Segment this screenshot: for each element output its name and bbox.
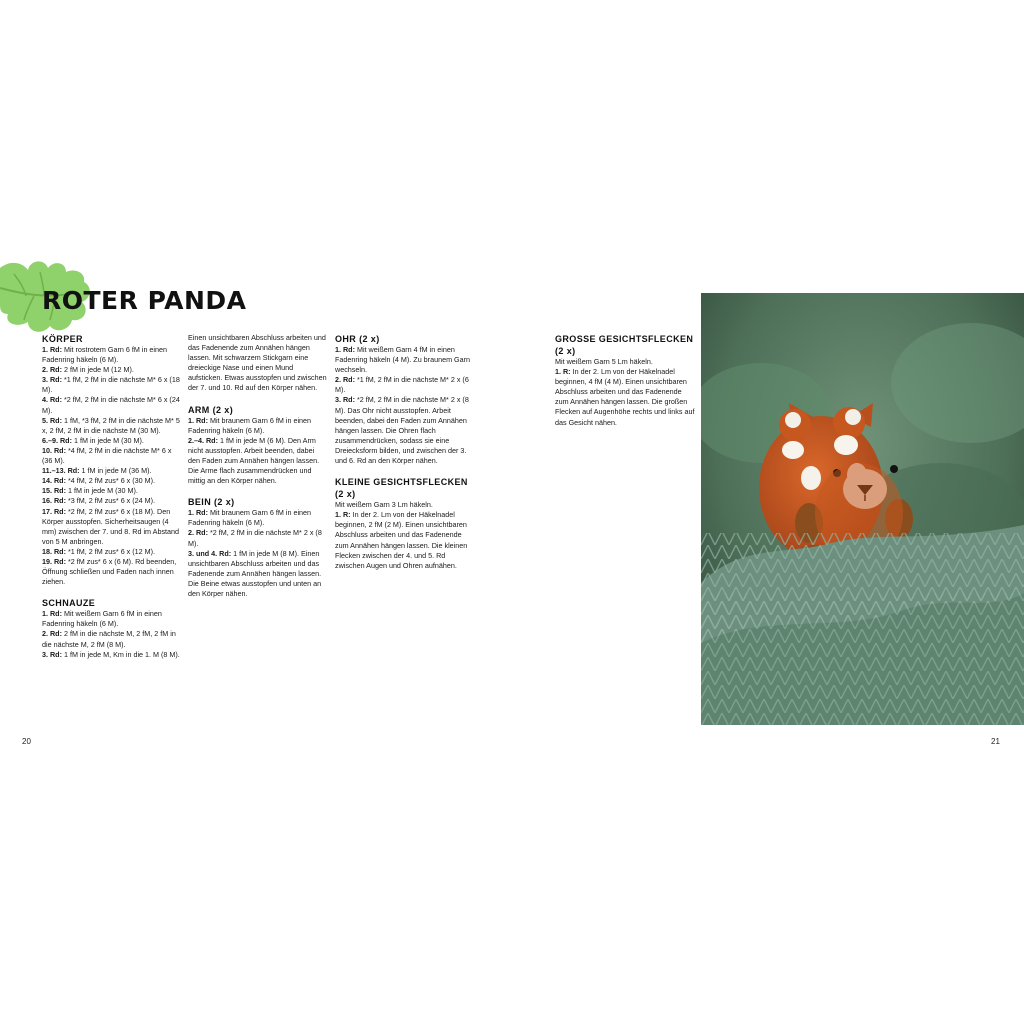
instruction-text: 1 fM in jede M (6 M). Den Arm nicht ausstopfen. Arbeit beenden, dabei den Faden zum Annähen hängen lassen. Die Arme flach zusammendrücken und mittig an den Körper nähen. (188, 435, 320, 486)
instruction-list (42, 609, 182, 659)
column-4 (555, 333, 695, 428)
instruction-line (42, 486, 182, 496)
instruction-text: *1 fM, 2 fM in die nächste M* 6 x (18 M). (42, 375, 180, 395)
instruction-text: 2 fM in jede M (12 M). (61, 365, 134, 375)
instruction-text: In der 2. Lm von der Häkelnadel beginnen, 4 fM (4 M). Einen unsichtbaren Abschluss arbeiten und das Fadenende zum Annähen hängen lassen. Die großen Flecken auf Augenhöhe rechts und links auf das Gesicht nähen. (555, 367, 695, 427)
round-label: 1. R: (335, 510, 351, 520)
column-2 (188, 333, 328, 599)
instruction-text: 2 fM in die nächste M, 2 fM, 2 fM in die nächste M, 2 fM (8 M). (42, 629, 176, 649)
round-label: 14. Rd: (42, 476, 66, 486)
section-grosse-gesichtsflecken (555, 333, 695, 428)
instruction-text: In der 2. Lm von der Häkelnadel beginnen, 2 fM (2 M). Einen unsichtbaren Abschluss arbeiten und das Fadenende zum Annähen hängen lassen. Die kleinen Flecken zwischen der 4. und 5. Rd zwischen Augen und Ohren aufnähen. (335, 510, 468, 570)
instruction-text: 1 fM, *3 fM, 2 fM in die nächste M* 5 x, 2 fM, 2 fM in die nächste M (30 M). (42, 415, 180, 435)
section-heading: ARM (2 x) (188, 404, 234, 415)
instruction-text: 1 fM in jede M (36 M). (79, 466, 152, 476)
section-arm (188, 404, 328, 487)
instruction-line (335, 510, 475, 571)
instruction-text: *4 fM, 2 fM in die nächste M* 6 x (36 M). (42, 445, 172, 466)
instruction-line (42, 557, 182, 587)
page-title: ROTER PANDA (42, 286, 247, 315)
section-heading: BEIN (2 x) (188, 497, 235, 508)
section-heading: OHR (2 x) (335, 334, 380, 344)
instruction-text: 1 fM in jede M (30 M). (65, 486, 138, 496)
section-heading: GROSSE GESICHTSFLECKEN (2 x) (555, 334, 694, 356)
section-heading: SCHNAUZE (42, 598, 96, 609)
instruction-text: Mit weißem Garn 5 Lm häkeln. (555, 357, 653, 366)
instruction-line (188, 508, 328, 528)
round-label: 10. Rd: (42, 445, 66, 455)
instruction-line (188, 549, 328, 599)
section-bein (188, 496, 328, 599)
instruction-text: *2 fM zus* 6 x (6 M). Rd beenden, Öffnung schließen und Faden nach innen ziehen. (42, 556, 177, 587)
instruction-line (188, 528, 328, 548)
instruction-text: 1 fM in jede M, Km in die 1. M (8 M). (61, 649, 180, 659)
instruction-list (188, 416, 328, 487)
instruction-line (555, 357, 695, 367)
instruction-text: 1 fM in jede M (8 M). Einen unsichtbaren Abschluss arbeiten und das Fadenende zum Annähen hängen lassen. Die Beine etwas ausstopfen und unten an den Körper nähen. (188, 548, 322, 598)
column-3 (335, 333, 475, 571)
instruction-text: *1 fM, 2 fM in die nächste M* 2 x (6 M). (335, 375, 469, 395)
round-label: 5. Rd: (42, 415, 62, 425)
instruction-line (42, 629, 182, 649)
section-kleine-gesichtsflecken (335, 476, 475, 571)
section-heading: KLEINE GESICHTSFLECKEN (2 x) (335, 477, 468, 500)
instruction-line (42, 609, 182, 629)
round-label: 4. Rd: (42, 395, 62, 405)
instruction-list (188, 508, 328, 599)
instruction-line (42, 446, 182, 466)
instruction-line (42, 547, 182, 557)
instruction-text: Einen unsichtbaren Abschluss arbeiten und das Fadenende zum Annähen hängen lassen. Mit schwarzem Stickgarn eine dreieckige Nase und einen Mund aufsticken. Etwas ausstopfen und zwischen der 7. und 10. Rd auf den Körper nähen. (188, 333, 327, 393)
instruction-line (555, 367, 695, 428)
section-schnauze (42, 597, 182, 659)
instruction-text: Mit braunem Garn 6 fM in einen Fadenring häkeln (6 M). (188, 508, 312, 528)
instruction-text: Mit weißem Garn 4 fM in einen Fadenring häkeln (4 M). Zu braunem Garn wechseln. (335, 345, 471, 375)
round-label: 2. Rd: (335, 375, 355, 385)
round-label: 3. und 4. Rd: (188, 548, 232, 558)
section-ohr (335, 333, 475, 466)
round-label: 1. Rd: (335, 345, 355, 354)
instruction-line (42, 476, 182, 486)
round-label: 3. Rd: (335, 395, 355, 405)
instruction-line (335, 375, 475, 395)
instruction-text: *4 fM, 2 fM zus* 6 x (30 M). (65, 476, 156, 486)
instruction-line (42, 650, 182, 660)
instruction-list (335, 500, 475, 571)
instruction-line (42, 416, 182, 436)
section-koerper (42, 333, 182, 587)
instruction-text: Mit weißem Garn 6 fM in einen Fadenring häkeln (6 M). (42, 609, 162, 629)
instruction-text: Mit weißem Garn 3 Lm häkeln. (335, 500, 433, 510)
instruction-line (335, 345, 475, 375)
instruction-text: Mit braunem Garn 6 fM in einen Fadenring häkeln (6 M). (188, 415, 312, 435)
round-label: 3. Rd: (42, 649, 62, 659)
round-label: 2. Rd: (42, 629, 62, 639)
round-label: 1. R: (555, 367, 571, 377)
instruction-text: Mit rostrotem Garn 6 fM in einen Fadenring häkeln (6 M). (42, 345, 168, 365)
instruction-text: *2 fM, 2 fM in die nächste M* 2 x (8 M). Das Ohr nicht ausstopfen. Arbeit beenden, dabei den Faden zum Annähen hängen lassen. Die Ohren flach zusammendrücken, sodass sie eine Dreiecksform bilden, und zwischen der 3. und 6. Rd an den Körper nähen. (335, 395, 469, 466)
instruction-line (42, 345, 182, 365)
round-label: 2. Rd: (42, 365, 62, 375)
round-label: 17. Rd: (42, 506, 66, 516)
round-label: 2.–4. Rd: (188, 435, 218, 445)
column-1 (42, 333, 182, 660)
round-label: 11.–13. Rd: (42, 466, 80, 476)
instruction-line (42, 496, 182, 506)
instruction-list (555, 357, 695, 428)
round-label: 1. Rd: (188, 508, 208, 518)
instruction-text: *3 fM, 2 fM zus* 6 x (24 M). (65, 496, 156, 506)
instruction-text: *2 fM, 2 fM in die nächste M* 6 x (24 M). (42, 395, 180, 415)
instruction-line (42, 507, 182, 547)
round-label: 6.–9. Rd: (42, 435, 72, 445)
section-heading: KÖRPER (42, 334, 83, 344)
round-label: 16. Rd: (42, 496, 66, 506)
round-label: 1. Rd: (42, 345, 62, 354)
instruction-line (188, 436, 328, 486)
instruction-list (42, 345, 182, 587)
instruction-list (335, 345, 475, 466)
instruction-text: *2 fM, 2 fM zus* 6 x (18 M). Den Körper ausstopfen. Sicherheitsaugen (4 mm) zwischen der 7. und 8. Rd im Abstand von 5 M anbringen. (42, 506, 180, 546)
instruction-line (42, 365, 182, 375)
instruction-line (335, 395, 475, 466)
round-label: 18. Rd: (42, 546, 66, 556)
section-schnauze-continued (188, 333, 328, 394)
instruction-text: *1 fM, 2 fM zus* 6 x (12 M). (65, 546, 156, 556)
round-label: 15. Rd: (42, 486, 66, 496)
instruction-line (188, 416, 328, 436)
page-number-right: 21 (991, 737, 1000, 746)
instruction-line (42, 436, 182, 446)
round-label: 3. Rd: (42, 375, 62, 385)
round-label: 1. Rd: (188, 415, 208, 425)
instruction-line (42, 375, 182, 395)
instruction-text: *2 fM, 2 fM in die nächste M* 2 x (8 M). (188, 528, 322, 548)
round-label: 2. Rd: (188, 528, 208, 538)
instruction-line (42, 466, 182, 476)
red-panda-photo (701, 293, 1024, 725)
instruction-text: 1 fM in jede M (30 M). (71, 435, 144, 445)
crocheted-red-panda-photo (701, 293, 1024, 725)
instruction-line (335, 500, 475, 510)
page-number-left: 20 (22, 737, 31, 746)
round-label: 1. Rd: (42, 609, 62, 619)
round-label: 19. Rd: (42, 556, 66, 566)
instruction-line (42, 395, 182, 415)
